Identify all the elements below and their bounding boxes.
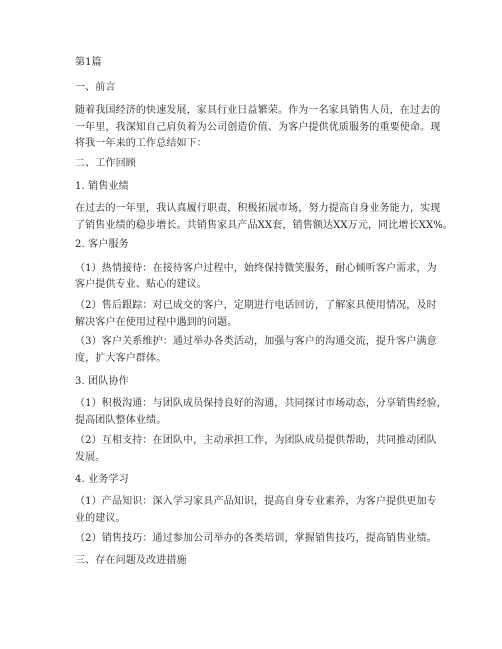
subheading-learning: 4. 业务学习 xyxy=(75,474,129,485)
list-item-line: （1）积极沟通：与团队成员保持良好的沟通，共同探讨市场动态，分享销售经验， xyxy=(75,398,447,409)
paragraph-line: 在过去的一年里，我认真履行职责，积极拓展市场，努力提高自身业务能力，实现 xyxy=(75,203,441,214)
paragraph-line: 将我一年来的工作总结如下： xyxy=(75,138,207,149)
list-item-line: （1）热情接待：在接待客户过程中，始终保持微笑服务，耐心倾听客户需求，为 xyxy=(75,263,437,274)
list-item-line: （1）产品知识：深入学习家具产品知识，提高自身专业素养，为客户提供更加专 xyxy=(75,496,437,507)
section-heading-work-review: 二、工作回顾 xyxy=(75,158,136,169)
list-item-line: 解决客户在使用过程中遇到的问题。 xyxy=(75,317,238,328)
list-item-line: 度，扩大客户群体。 xyxy=(75,353,167,364)
list-item-line: 发展。 xyxy=(75,452,106,463)
paragraph-line: 了销售业绩的稳步增长。共销售家具产品XX套，销售额达XX万元，同比增长XX%。 xyxy=(75,220,454,231)
list-item-line: （2）销售技巧：通过参加公司举办的各类培训，掌握销售技巧，提高销售业绩。 xyxy=(75,533,437,544)
list-item-line: 业的建议。 xyxy=(75,513,126,524)
part-title: 第1篇 xyxy=(75,57,102,68)
paragraph-line: 随着我国经济的快速发展，家具行业日益繁荣。作为一名家具销售人员，在过去的 xyxy=(75,105,441,116)
list-item-line: （2）互相支持：在团队中，主动承担工作，为团队成员提供帮助，共同推动团队 xyxy=(75,435,437,446)
subheading-sales: 1. 销售业绩 xyxy=(75,181,129,192)
list-item-line: （3）客户关系维护：通过举办各类活动，加强与客户的沟通交流，提升客户满意 xyxy=(75,336,437,347)
list-item-line: （2）售后跟踪：对已成交的客户，定期进行电话回访，了解家具使用情况，及时 xyxy=(75,300,437,311)
section-heading-problems: 三、存在问题及改进措施 xyxy=(75,555,187,566)
section-heading-preface: 一、前言 xyxy=(75,82,116,93)
subheading-customer-service: 2. 客户服务 xyxy=(75,239,129,250)
paragraph-line: 一年里，我深知自己肩负着为公司创造价值、为客户提供优质服务的重要使命。现 xyxy=(75,122,441,133)
list-item-line: 提高团队整体业绩。 xyxy=(75,415,167,426)
list-item-line: 客户提供专业、贴心的建议。 xyxy=(75,279,207,290)
subheading-teamwork: 3. 团队协作 xyxy=(75,376,129,387)
